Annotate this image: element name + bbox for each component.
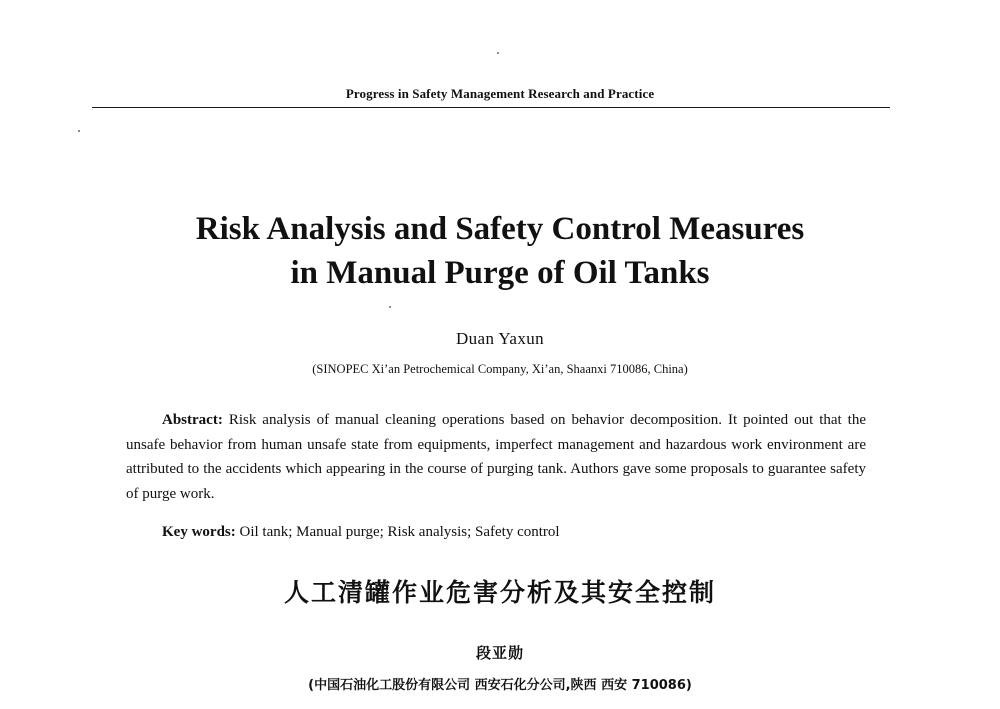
chinese-author-name: 段亚勋 bbox=[475, 644, 524, 662]
chinese-affiliation: (中国石油化工股份有限公司 西安石化分公司,陕西 西安 710086) bbox=[308, 678, 692, 693]
abstract bbox=[126, 408, 866, 506]
article-title-line-1: Risk Analysis and Safety Control Measures bbox=[195, 211, 805, 247]
keywords-label: Key words: bbox=[162, 524, 236, 540]
keywords bbox=[162, 520, 862, 544]
abstract-label: Abstract: bbox=[162, 412, 223, 428]
scan-speck bbox=[497, 52, 499, 54]
header-rule bbox=[92, 107, 890, 108]
scan-speck bbox=[78, 130, 80, 132]
keywords-text: Oil tank; Manual purge; Risk analysis; Safety control bbox=[239, 524, 560, 540]
article-title bbox=[0, 207, 1000, 295]
running-header: Progress in Safety Management Research and Practice bbox=[345, 86, 655, 101]
article-title-line-2: in Manual Purge of Oil Tanks bbox=[290, 255, 710, 291]
author-affiliation: (SINOPEC Xi’an Petrochemical Company, Xi’an, Shaanxi 710086, China) bbox=[312, 362, 688, 376]
chinese-title: 人工清罐作业危害分析及其安全控制 bbox=[283, 578, 716, 607]
author-name: Duan Yaxun bbox=[455, 329, 545, 348]
abstract-text: Risk analysis of manual cleaning operations based on behavior decomposition. It pointed out that the unsafe behavior from human unsafe state from equipments, imperfect management and hazardous work environment are attributed to the accidents which appearing in the course of purging tank. Authors gave some proposals to guarantee safety of purge work. bbox=[126, 412, 867, 502]
scan-speck bbox=[389, 306, 391, 308]
